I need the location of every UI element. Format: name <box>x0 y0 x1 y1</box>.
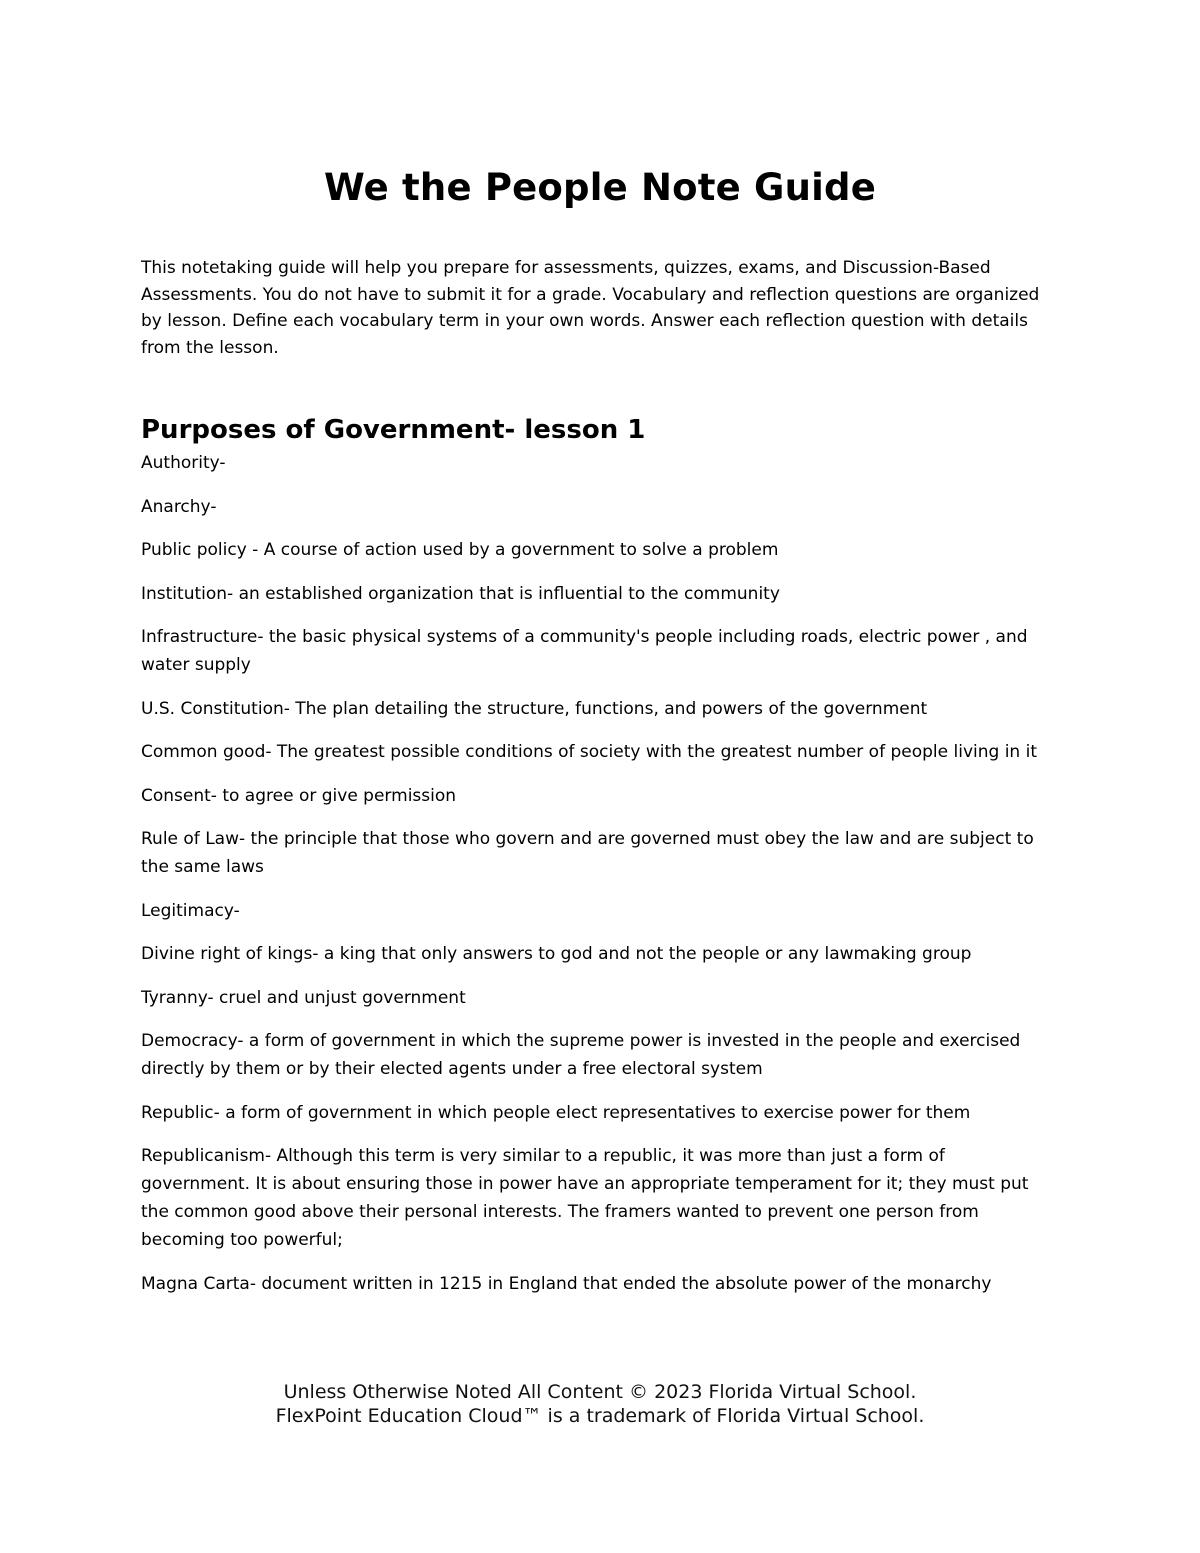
vocab-item-legitimacy: Legitimacy- <box>141 900 240 921</box>
vocab-item-infrastructure: Infrastructure- the basic physical systems of a community's people including roads, electric power , and water supply <box>141 627 1028 675</box>
vocab-item-republicanism: Republicanism- Although this term is very similar to a republic, it was more than just a form of government. It is about ensuring those in power have an appropriate temperament for it; they must put the common good above their personal interests. The framers wanted to prevent one person from becoming too powerful; <box>141 1146 1029 1250</box>
footer-trademark: FlexPoint Education Cloud™ is a trademark of Florida Virtual School. <box>275 1404 925 1427</box>
vocab-item-tyranny: Tyranny- cruel and unjust government <box>141 987 466 1008</box>
vocab-item-consent: Consent- to agree or give permission <box>141 785 457 806</box>
section-heading: Purposes of Government- lesson 1 <box>141 415 646 445</box>
vocab-item-common-good: Common good- The greatest possible conditions of society with the greatest number of people living in it <box>141 742 1037 762</box>
vocab-item-republic: Republic- a form of government in which people elect representatives to exercise power for them <box>141 1102 971 1123</box>
vocab-item-divine-right-of-kings: Divine right of kings- a king that only answers to god and not the people or any lawmaking group <box>141 944 972 964</box>
vocab-item-rule-of-law: Rule of Law- the principle that those who govern and are governed must obey the law and are subject to the same laws <box>141 829 1034 877</box>
page-title: We the People Note Guide <box>323 166 877 209</box>
vocabulary-list <box>141 449 1059 1313</box>
intro-paragraph: This notetaking guide will help you prepare for assessments, quizzes, exams, and Discussion-Based Assessments. You do not have to submit it for a grade. Vocabulary and reflection questions are organized by lesson. Define each vocabulary term in your own words. Answer each reflection question with details from the lesson. <box>141 258 1040 358</box>
vocab-item-institution: Institution- an established organization that is influential to the community <box>141 583 780 604</box>
vocab-item-public-policy: Public policy - A course of action used by a government to solve a problem <box>141 540 779 560</box>
footer-copyright: Unless Otherwise Noted All Content © 2023 Florida Virtual School. <box>283 1381 917 1403</box>
vocab-item-anarchy: Anarchy- <box>141 496 217 517</box>
vocab-item-magna-carta: Magna Carta- document written in 1215 in England that ended the absolute power of the monarchy <box>141 1273 992 1294</box>
vocab-item-democracy: Democracy- a form of government in which the supreme power is invested in the people and exercised directly by them or by their elected agents under a free electoral system <box>141 1031 1021 1079</box>
page-footer <box>0 1381 1200 1428</box>
vocab-item-authority: Authority- <box>141 453 226 473</box>
vocab-item-us-constitution: U.S. Constitution- The plan detailing the structure, functions, and powers of the government <box>141 698 928 719</box>
